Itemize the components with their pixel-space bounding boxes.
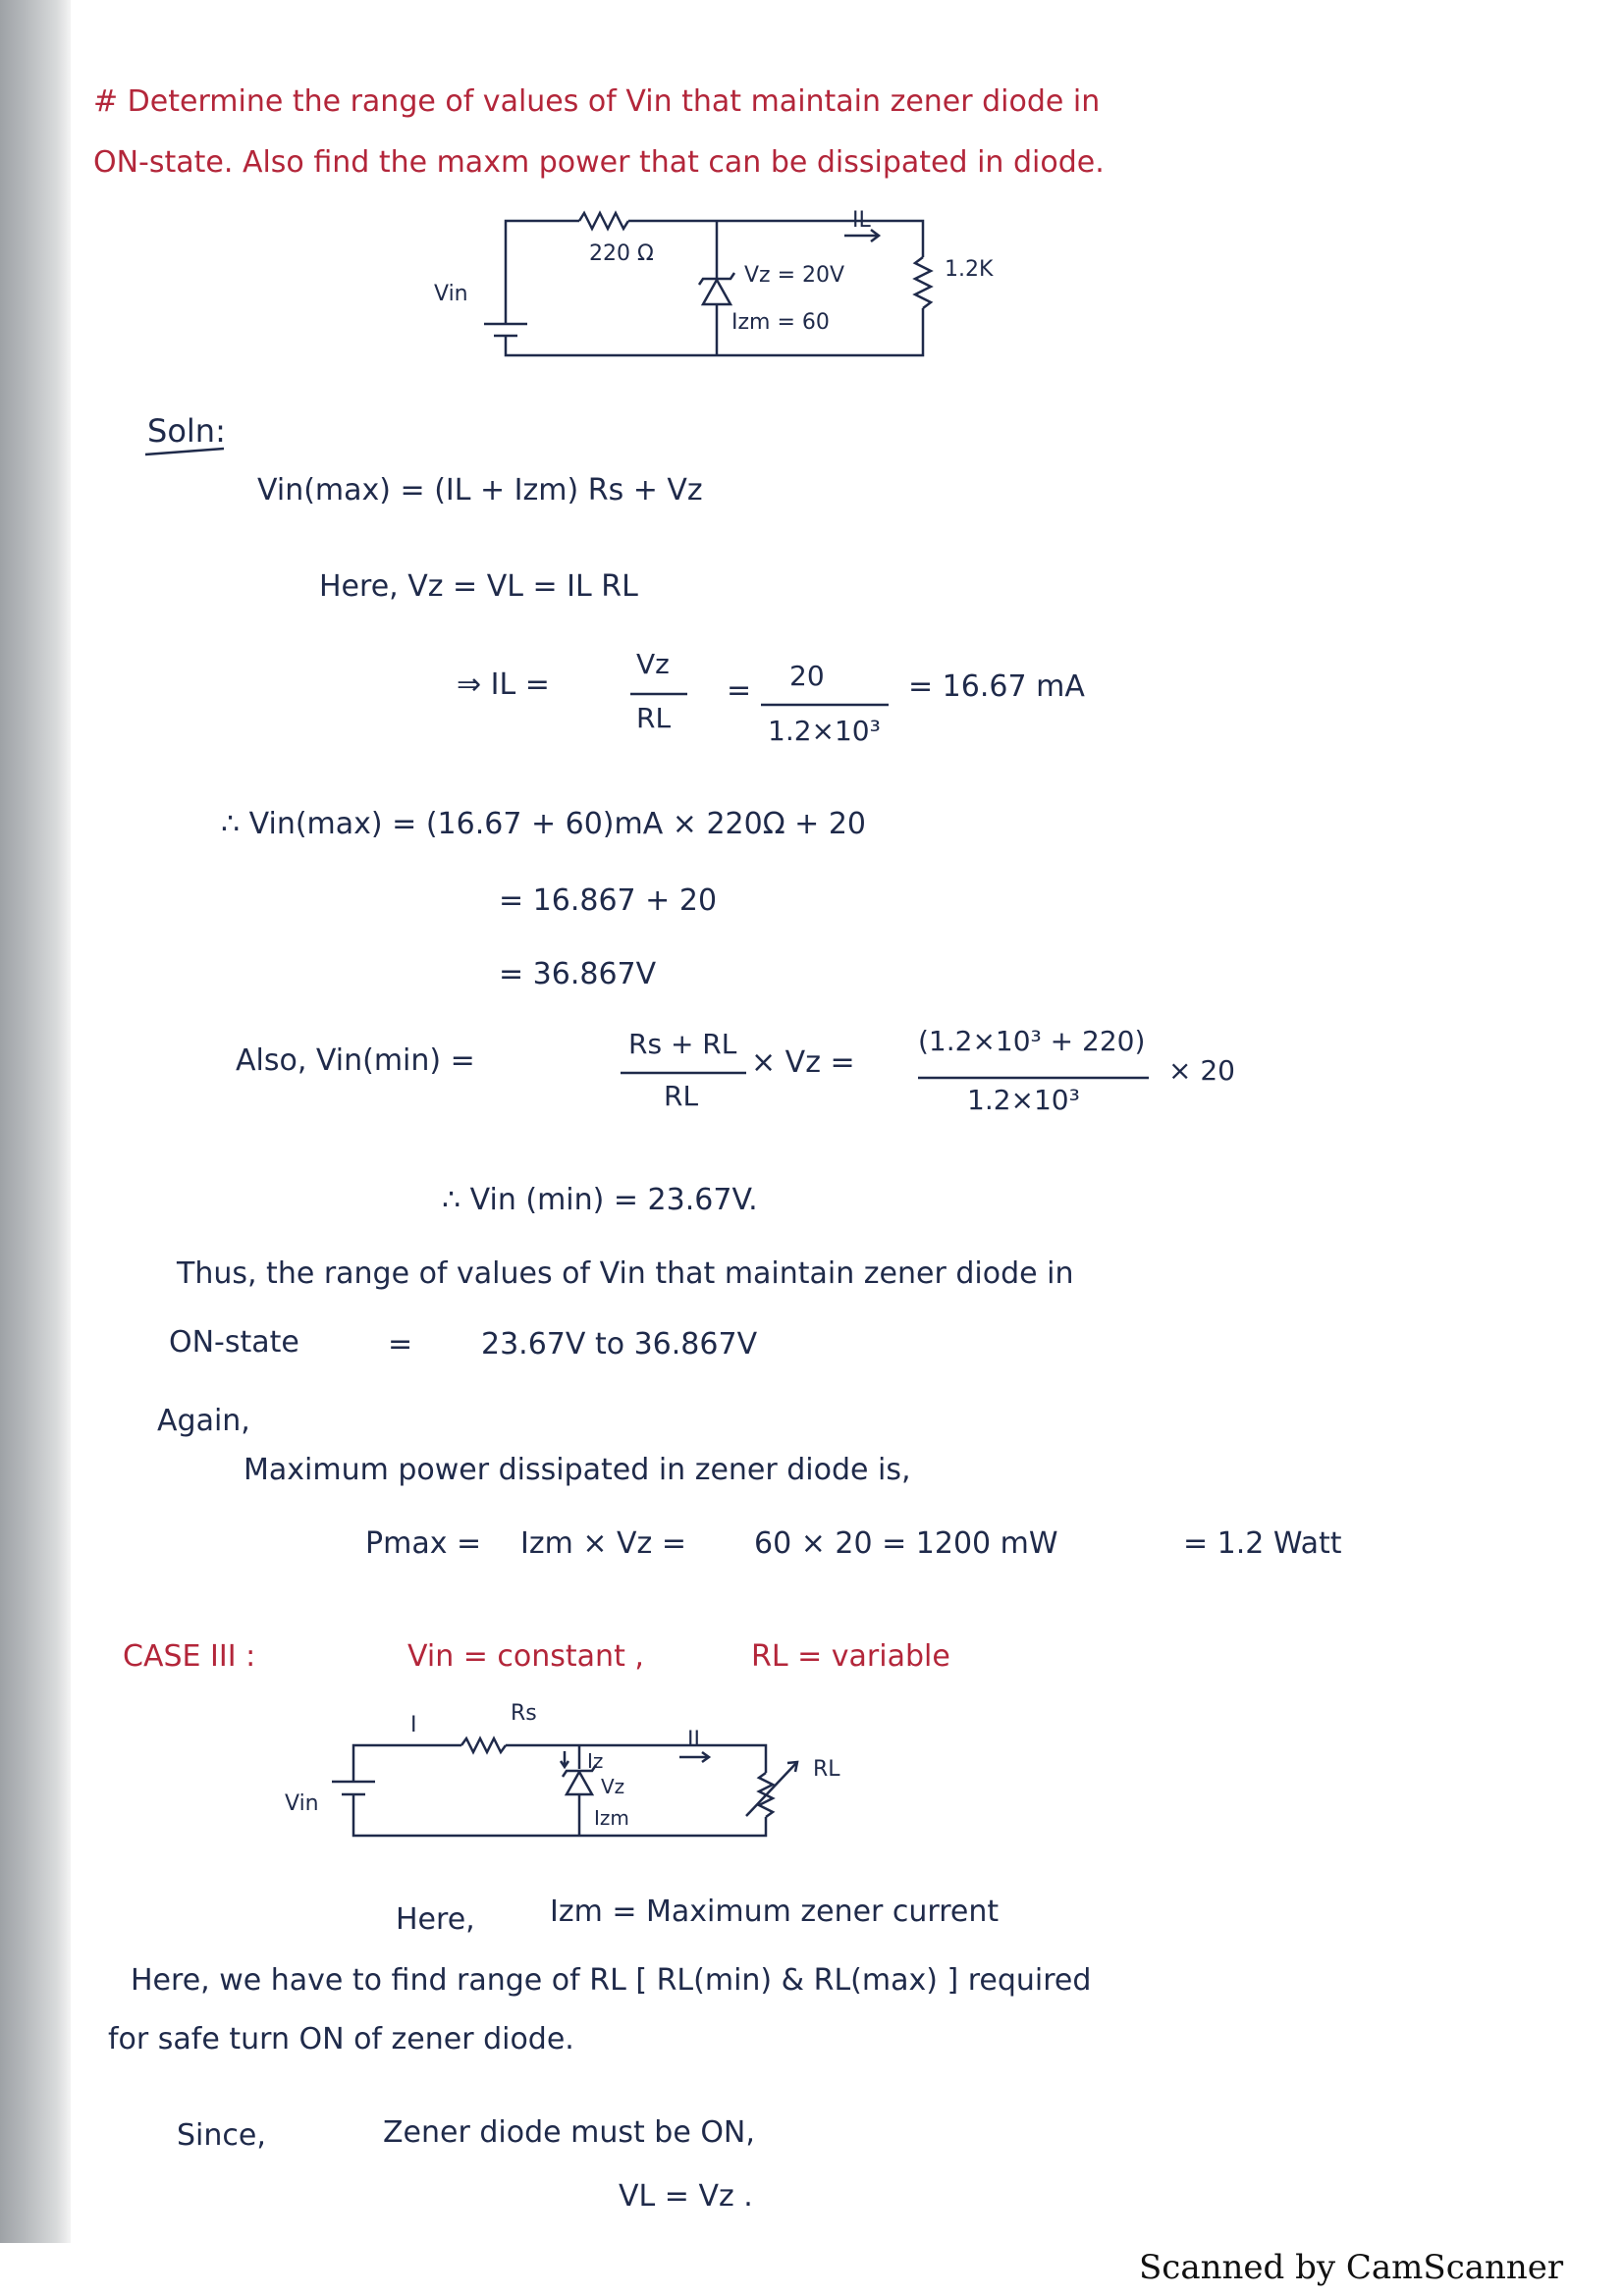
circuit1-il-label: IL <box>852 208 871 233</box>
circuit2-zener-diode <box>567 1772 592 1794</box>
case3-heading: CASE III : <box>123 1639 256 1674</box>
pmax-lhs: Pmax = <box>365 1526 482 1561</box>
circuit2-rs-label: Rs <box>511 1701 537 1726</box>
equation-vz-vl: Here, Vz = VL = IL RL <box>319 569 638 604</box>
circuit1-izm-label: Izm = 60 <box>731 310 830 335</box>
case3-paragraph-line-2: for safe turn ON of zener diode. <box>108 2022 574 2056</box>
fraction-rl: RL <box>636 702 672 734</box>
circuit2-izm-label: Izm <box>594 1806 629 1830</box>
equation-vin-max-step: = 16.867 + 20 <box>499 883 718 918</box>
fraction-vz: Vz <box>636 648 670 680</box>
max-power-statement: Maximum power dissipated in zener diode is, <box>243 1453 911 1487</box>
case3-izm-definition: Izm = Maximum zener current <box>550 1895 1000 1929</box>
circuit2-resistor-rs <box>461 1738 506 1752</box>
problem-line-2: ON-state. Also find the maxm power that can be dissipated in diode. <box>93 145 1105 180</box>
circuit1-vin-label: Vin <box>434 282 468 306</box>
conclusion-on-state: ON-state <box>169 1325 299 1360</box>
case3-since-statement: Zener diode must be ON, <box>383 2115 755 2150</box>
equation-vin-max-sub: ∴ Vin(max) = (16.67 + 60)mA × 220Ω + 20 <box>221 807 867 841</box>
case3-vl-equals-vz: VL = Vz . <box>619 2179 753 2214</box>
fraction-20: 20 <box>789 660 825 692</box>
equation-vin-min-result: ∴ Vin (min) = 23.67V. <box>442 1183 758 1217</box>
equation-vin-min-lhs: Also, Vin(min) = <box>236 1043 475 1078</box>
circuit1-rs-label: 220 Ω <box>589 241 654 266</box>
circuit2-il-label: IL <box>687 1728 706 1752</box>
fraction-numeric-num: (1.2×10³ + 220) <box>918 1025 1146 1057</box>
equation-vin-max: Vin(max) = (IL + Izm) Rs + Vz <box>257 473 703 507</box>
fraction-rl-den: RL <box>664 1080 699 1112</box>
solution-heading: Soln: <box>147 412 226 450</box>
case3-since-label: Since, <box>177 2118 266 2153</box>
circuit2-rl-label: RL <box>813 1757 840 1782</box>
equation-times-20: × 20 <box>1168 1054 1235 1087</box>
fraction-1-2e3: 1.2×10³ <box>768 715 881 747</box>
circuit2-i-label: I <box>410 1713 417 1737</box>
circuit2-rl-variable-arrow <box>746 1762 797 1816</box>
circuit1-rl-label: 1.2K <box>945 257 994 282</box>
fraction-rs-rl: Rs + RL <box>628 1028 737 1060</box>
equation-il-result: = 16.67 mA <box>908 669 1085 704</box>
equation-vin-max-result: = 36.867V <box>499 957 657 991</box>
equation-il-lhs: ⇒ IL = <box>457 667 550 702</box>
conclusion-range: 23.67V to 36.867V <box>481 1327 758 1362</box>
case3-paragraph-line-1: Here, we have to find range of RL [ RL(min) & RL(max) ] required <box>131 1963 1092 1998</box>
pmax-formula: Izm × Vz = <box>520 1526 686 1561</box>
case3-here-label: Here, <box>396 1902 475 1937</box>
conclusion-line-1: Thus, the range of values of Vin that maintain zener diode in <box>177 1256 1074 1291</box>
again-label: Again, <box>157 1404 250 1438</box>
pmax-watt: = 1.2 Watt <box>1183 1526 1342 1561</box>
camscanner-watermark: Scanned by CamScanner <box>1139 2248 1564 2287</box>
circuit2-iz-label: Iz <box>587 1749 604 1773</box>
pmax-calc: 60 × 20 = 1200 mW <box>754 1526 1058 1561</box>
equation-times-vz: × Vz = <box>751 1045 855 1080</box>
circuit2-vin-label: Vin <box>285 1791 319 1816</box>
circuit2-wire-top-left <box>353 1745 461 1782</box>
circuit2-wire-top-right <box>506 1745 766 1773</box>
equation-il-equals: = <box>727 673 752 708</box>
circuit2-vz-label: Vz <box>601 1775 625 1798</box>
case3-condition-vin: Vin = constant , <box>407 1639 644 1674</box>
conclusion-equals: = <box>388 1327 413 1362</box>
problem-line-1: # Determine the range of values of Vin that maintain zener diode in <box>93 84 1101 119</box>
case3-condition-rl: RL = variable <box>751 1639 950 1674</box>
circuit2-wire-right <box>353 1794 766 1836</box>
fraction-numeric-den: 1.2×10³ <box>967 1084 1080 1116</box>
circuit1-vz-label: Vz = 20V <box>744 263 845 288</box>
